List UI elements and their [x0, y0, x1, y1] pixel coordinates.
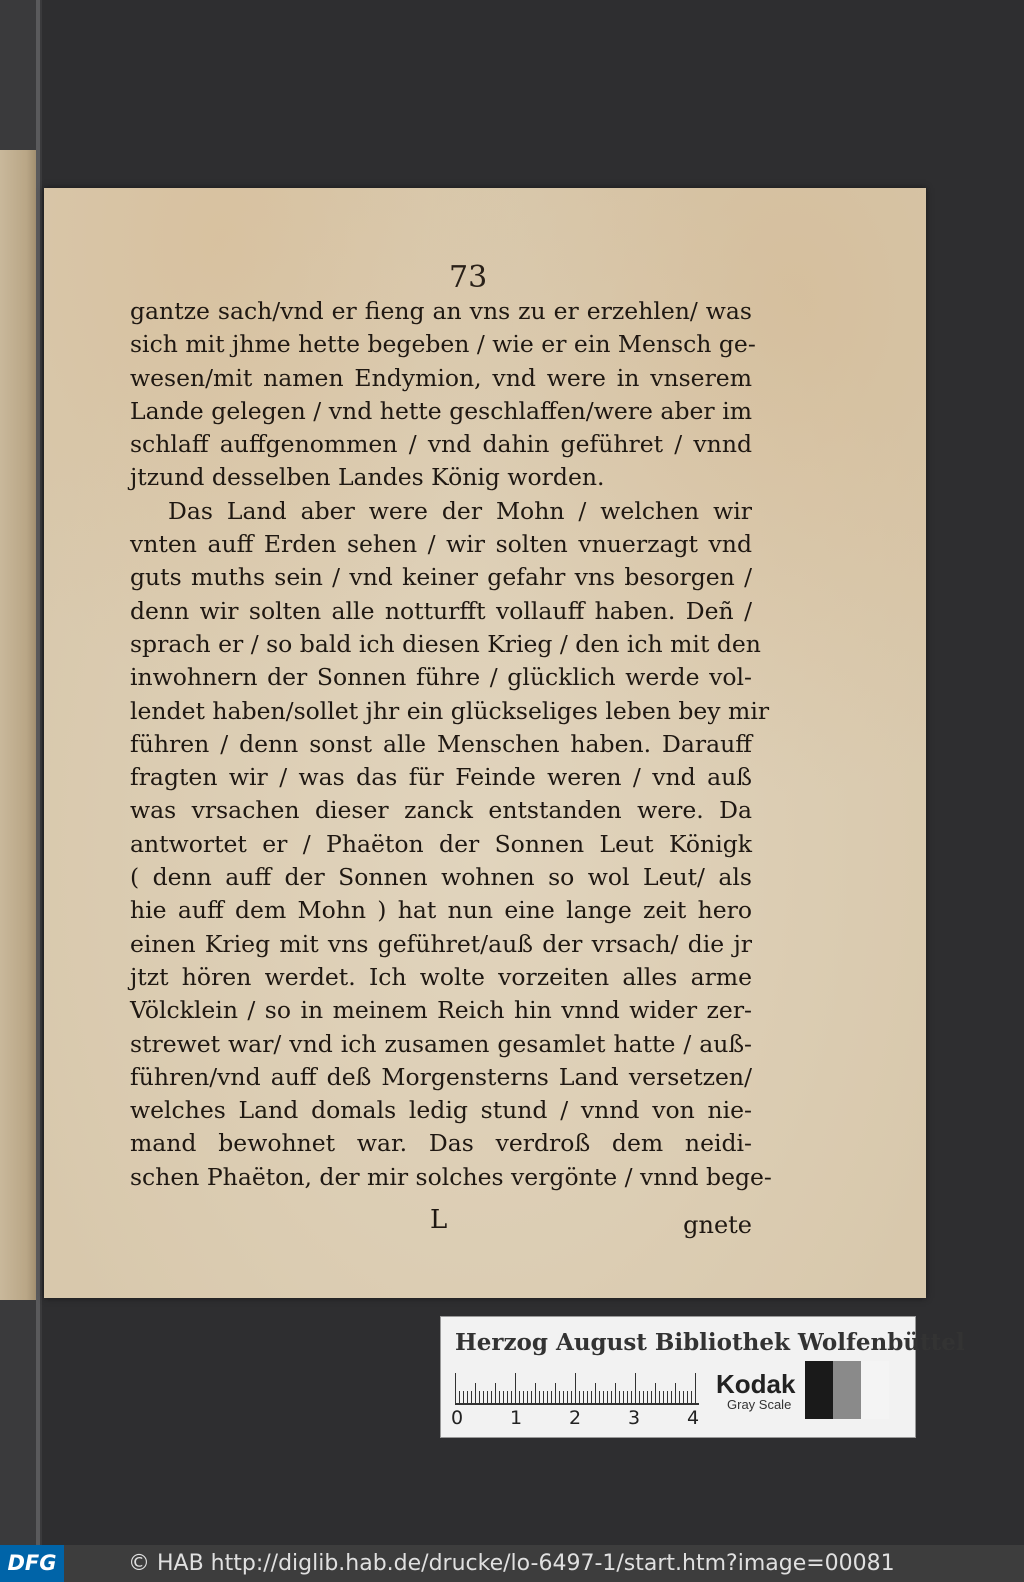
text-line: jtzund desselben Landes König worden. — [130, 463, 605, 492]
text-line: mand bewohnet war. Das verdroß dem neidi- — [130, 1129, 752, 1158]
gray-swatch — [805, 1361, 833, 1419]
ruler-tick — [551, 1391, 552, 1403]
ruler-tick — [543, 1391, 544, 1403]
dfg-logo: DFG — [0, 1545, 64, 1582]
ruler-tick — [499, 1391, 500, 1403]
text-line: gantze sach/vnd er fieng an vns zu er erzehlen/ was — [130, 297, 752, 325]
text-line: schen Phaëton, der mir solches vergönte / vnnd bege- — [130, 1162, 772, 1191]
ruler-tick — [659, 1391, 660, 1403]
ruler — [455, 1369, 699, 1405]
text-line: fragten wir / was das für Feinde weren / vnd auß — [130, 763, 752, 792]
ruler-tick — [635, 1373, 636, 1403]
ruler-tick — [687, 1391, 688, 1403]
ruler-label: 1 — [510, 1407, 523, 1429]
ruler-tick — [547, 1391, 548, 1403]
ruler-tick — [467, 1391, 468, 1403]
ruler-tick — [507, 1391, 508, 1403]
text-line: lendet haben/sollet jhr ein glückseliges leben bey mir — [130, 696, 770, 725]
ruler-tick — [539, 1391, 540, 1403]
text-line: sich mit jhme hette begeben / wie er ein Mensch ge- — [130, 330, 756, 359]
ruler-tick — [695, 1373, 696, 1403]
ruler-tick — [511, 1391, 512, 1403]
kodak-subtitle: Gray Scale — [727, 1397, 792, 1412]
ruler-label: 2 — [569, 1407, 582, 1429]
ruler-tick — [583, 1391, 584, 1403]
ruler-tick — [571, 1391, 572, 1403]
ruler-tick — [523, 1391, 524, 1403]
ruler-tick — [527, 1391, 528, 1403]
signature-mark: L — [430, 1205, 448, 1235]
ruler-tick — [599, 1391, 600, 1403]
gray-swatch — [861, 1361, 889, 1419]
footer-bar — [0, 1545, 1024, 1582]
ruler-tick — [563, 1391, 564, 1403]
ruler-label: 4 — [687, 1407, 700, 1429]
kodak-logo: Kodak — [716, 1369, 796, 1399]
ruler-tick — [519, 1391, 520, 1403]
ruler-tick — [455, 1373, 456, 1403]
credit-url[interactable]: © HAB http://diglib.hab.de/drucke/lo-6497-1/start.htm?image=00081 — [128, 1551, 895, 1576]
color-calibration-card — [440, 1316, 965, 1438]
ruler-tick — [667, 1391, 668, 1403]
ruler-tick — [463, 1391, 464, 1403]
ruler-tick — [627, 1391, 628, 1403]
catchword: gnete — [683, 1211, 752, 1239]
ruler-tick — [679, 1391, 680, 1403]
ruler-tick — [683, 1391, 684, 1403]
ruler-tick — [607, 1391, 608, 1403]
page-text — [130, 295, 772, 1194]
ruler-label: 0 — [451, 1407, 464, 1429]
text-line: einen Krieg mit vns geführet/auß der vrsach/ die jr — [130, 929, 752, 958]
ruler-tick — [655, 1383, 656, 1403]
card-title: Herzog August Bibliothek Wolfenbüttel — [455, 1329, 965, 1356]
text-line: guts muths sein / vnd keiner gefahr vns besorgen / — [130, 563, 752, 592]
ruler-tick — [515, 1373, 516, 1403]
ruler-tick — [495, 1383, 496, 1403]
text-line: inwohnern der Sonnen führe / glücklich werde vol- — [130, 663, 752, 692]
ruler-tick — [503, 1391, 504, 1403]
ruler-tick — [535, 1383, 536, 1403]
gray-swatch — [833, 1361, 861, 1419]
ruler-tick — [671, 1391, 672, 1403]
text-line: sprach er / so bald ich diesen Krieg / den ich mit den — [130, 629, 761, 658]
ruler-tick — [647, 1391, 648, 1403]
text-line: schlaff auffgenommen / vnd dahin geführet / vnnd — [130, 430, 752, 459]
text-line: antwortet er / Phaëton der Sonnen Leut Königk — [130, 829, 752, 858]
text-line: Lande gelegen / vnd hette geschlaffen/were aber im — [130, 396, 752, 425]
ruler-tick — [567, 1391, 568, 1403]
ruler-tick — [619, 1391, 620, 1403]
ruler-tick — [487, 1391, 488, 1403]
text-line: was vrsachen dieser zanck entstanden were. Da — [130, 796, 752, 825]
ruler-tick — [579, 1391, 580, 1403]
text-line: hie auff dem Mohn ) hat nun eine lange zeit hero — [130, 896, 752, 925]
ruler-tick — [611, 1391, 612, 1403]
text-line: welches Land domals ledig stund / vnnd von nie- — [130, 1096, 752, 1125]
ruler-tick — [491, 1391, 492, 1403]
text-line: vnten auff Erden sehen / wir solten vnuerzagt vnd — [130, 530, 752, 559]
text-line: führen / denn sonst alle Menschen haben. Darauff — [130, 729, 752, 758]
ruler-tick — [591, 1391, 592, 1403]
ruler-tick — [587, 1391, 588, 1403]
ruler-label: 3 — [628, 1407, 641, 1429]
page-footer-row — [130, 1205, 752, 1245]
ruler-tick — [475, 1383, 476, 1403]
ruler-tick — [559, 1391, 560, 1403]
ruler-tick — [575, 1373, 576, 1403]
ruler-tick — [623, 1391, 624, 1403]
facing-page-edge — [0, 150, 38, 1300]
ruler-tick — [631, 1391, 632, 1403]
binding-line — [36, 0, 40, 1545]
ruler-tick — [663, 1391, 664, 1403]
text-line: führen/vnd auff deß Morgensterns Land versetzen/ — [130, 1062, 752, 1091]
text-line: Völcklein / so in meinem Reich hin vnnd wider zer- — [130, 996, 752, 1025]
ruler-tick — [603, 1391, 604, 1403]
ruler-tick — [531, 1391, 532, 1403]
ruler-tick — [691, 1391, 692, 1403]
text-line: wesen/mit namen Endymion, vnd were in vnserem — [130, 363, 752, 392]
text-line: jtzt hören werdet. Ich wolte vorzeiten alles arme — [130, 962, 752, 991]
page-number: 73 — [449, 260, 488, 295]
ruler-tick — [555, 1383, 556, 1403]
ruler-tick — [651, 1391, 652, 1403]
ruler-tick — [595, 1383, 596, 1403]
ruler-tick — [643, 1391, 644, 1403]
ruler-tick — [479, 1391, 480, 1403]
book-page — [44, 188, 926, 1298]
ruler-tick — [459, 1391, 460, 1403]
ruler-tick — [615, 1383, 616, 1403]
ruler-tick — [675, 1383, 676, 1403]
ruler-tick — [639, 1391, 640, 1403]
text-line: strewet war/ vnd ich zusamen gesamlet hatte / auß- — [130, 1029, 752, 1058]
text-line: denn wir solten alle notturfft vollauff haben. Deñ / — [130, 596, 752, 625]
ruler-tick — [483, 1391, 484, 1403]
text-line: ( denn auff der Sonnen wohnen so wol Leut/ als — [130, 863, 752, 892]
text-line: Das Land aber were der Mohn / welchen wir — [168, 496, 752, 525]
ruler-tick — [471, 1391, 472, 1403]
